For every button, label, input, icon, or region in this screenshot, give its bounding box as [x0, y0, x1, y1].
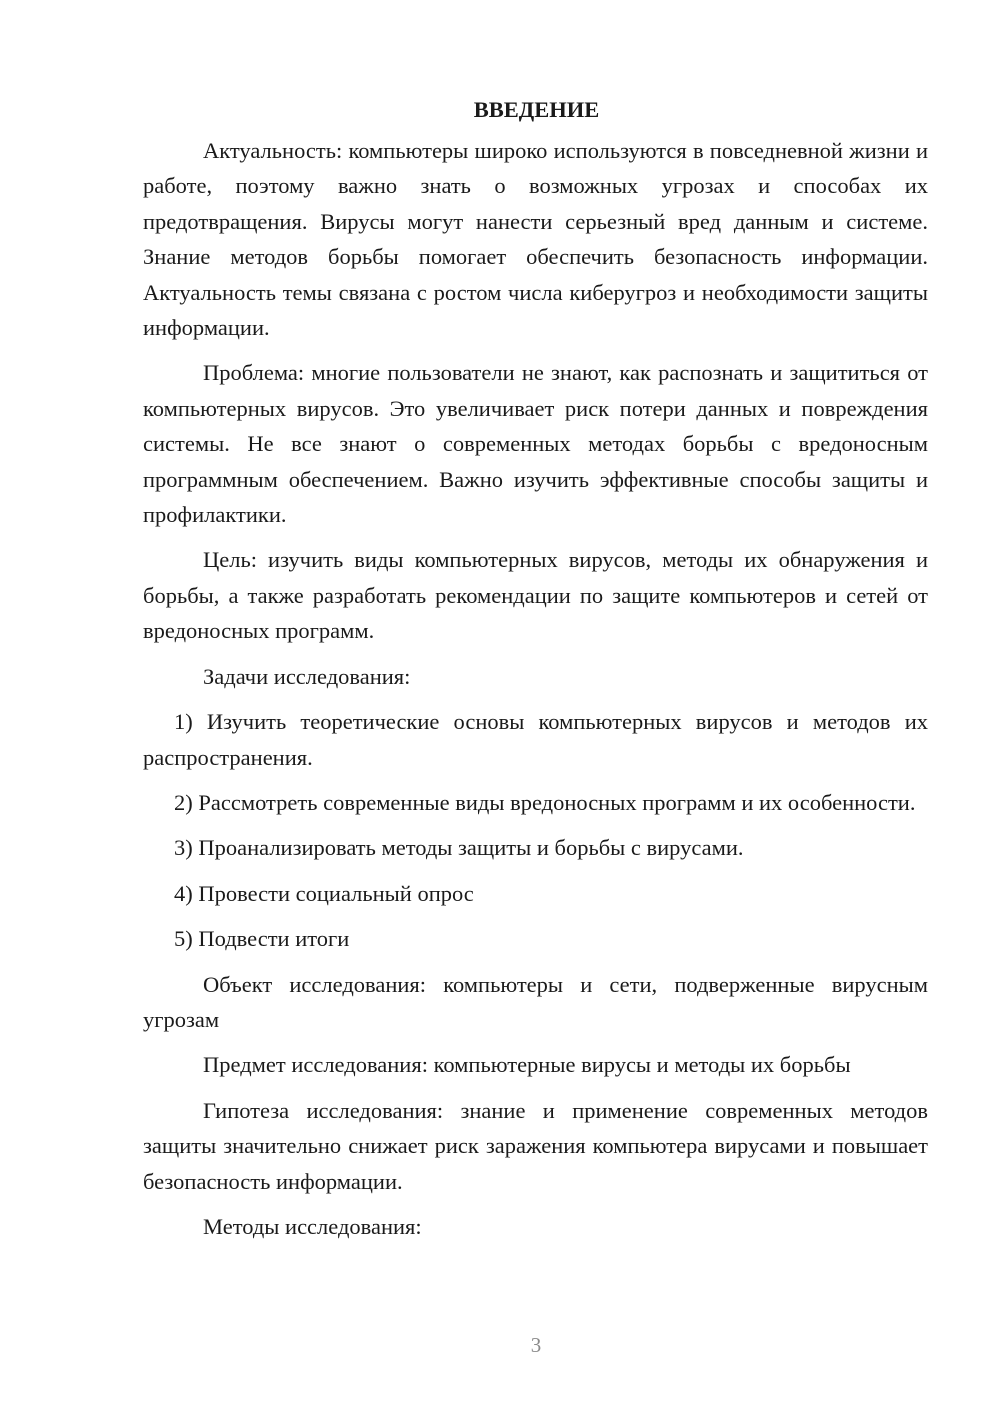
paragraph-problem: Проблема: многие пользователи не знают, как распознать и защититься от компьютерных вирусов. Это увеличивает риск потери данных и повреждения системы. Не все знают о современных методах борьбы с вредоносным программным обеспечением. Важно изучить эффективные способы защиты и профилактики.: [143, 360, 928, 528]
tasks-heading: Задачи исследования:: [203, 663, 411, 689]
page-content: [143, 92, 928, 1244]
task-item-4: 4) Провести социальный опрос: [174, 880, 474, 906]
task-item-2: 2) Рассмотреть современные виды вредоносных программ и их особенности.: [174, 789, 916, 815]
paragraph-object: Объект исследования: компьютеры и сети, подверженные вирусным угрозам: [143, 971, 928, 1032]
methods-heading: Методы исследования:: [203, 1213, 422, 1239]
paragraph-hypothesis: Гипотеза исследования: знание и применение современных методов защиты значительно снижает риск заражения компьютера вирусами и повышает безопасность информации.: [143, 1097, 928, 1194]
paragraph-relevance: Актуальность: компьютеры широко используются в повседневной жизни и работе, поэтому важно знать о возможных угрозах и способах их предотвращения. Вирусы могут нанести серьезный вред данным и системе. Знание методов борьбы помогает обеспечить безопасность информации. Актуальность темы связана с ростом числа киберугроз и необходимости защиты информации.: [143, 138, 928, 341]
paragraph-subject: Предмет исследования: компьютерные вирусы и методы их борьбы: [203, 1052, 851, 1078]
section-title: ВВЕДЕНИЕ: [473, 97, 600, 122]
task-item-5: 5) Подвести итоги: [174, 926, 350, 952]
task-item-1: 1) Изучить теоретические основы компьютерных вирусов и методов их распространения.: [143, 709, 928, 770]
paragraph-goal: Цель: изучить виды компьютерных вирусов, методы их обнаружения и борьбы, а также разработать рекомендации по защите компьютеров и сетей от вредоносных программ.: [143, 547, 928, 644]
page-number: 3: [530, 1333, 542, 1357]
task-item-3: 3) Проанализировать методы защиты и борьбы с вирусами.: [174, 835, 744, 861]
